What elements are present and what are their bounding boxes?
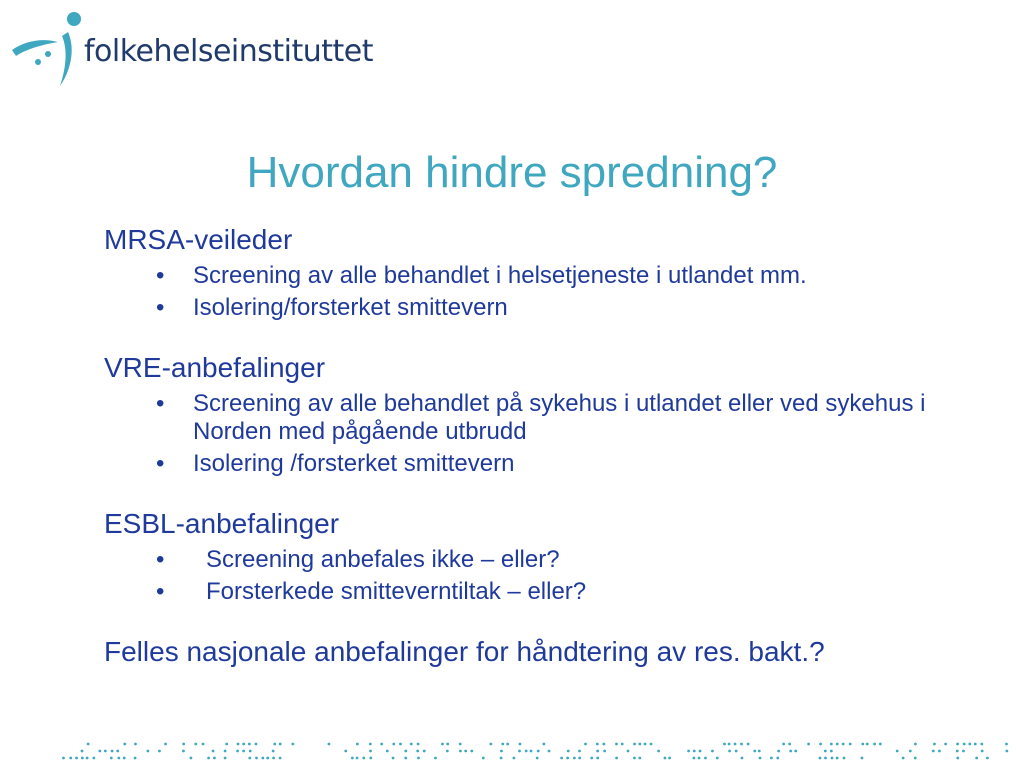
dot bbox=[399, 743, 402, 746]
list-item bbox=[104, 578, 1004, 606]
dot bbox=[627, 750, 630, 753]
dot bbox=[639, 743, 642, 746]
dot bbox=[747, 743, 750, 746]
dot bbox=[369, 757, 372, 760]
logo bbox=[8, 10, 373, 90]
dot bbox=[404, 757, 407, 760]
bullet-icon: • bbox=[156, 262, 165, 289]
dot bbox=[759, 757, 762, 760]
dot bbox=[1005, 743, 1008, 746]
dot bbox=[356, 757, 359, 760]
dot bbox=[392, 743, 395, 746]
dot bbox=[116, 750, 119, 753]
dot bbox=[986, 757, 989, 760]
dot bbox=[603, 750, 606, 753]
dot bbox=[909, 750, 912, 753]
dot bbox=[182, 750, 185, 753]
dot bbox=[86, 757, 89, 760]
dot bbox=[932, 750, 935, 753]
dot bbox=[525, 750, 528, 753]
dot bbox=[753, 750, 756, 753]
dot bbox=[699, 750, 702, 753]
dot bbox=[194, 743, 197, 746]
dot bbox=[687, 750, 690, 753]
dot bbox=[242, 750, 245, 753]
dot bbox=[190, 757, 193, 760]
dot bbox=[248, 743, 251, 746]
dot bbox=[578, 757, 581, 760]
dot bbox=[758, 750, 761, 753]
dot bbox=[518, 750, 521, 753]
dot bbox=[111, 750, 114, 753]
dot bbox=[615, 757, 618, 760]
list-item-text: Isolering /forsterket smittevern bbox=[193, 450, 515, 477]
dot bbox=[87, 743, 90, 746]
dot bbox=[664, 757, 667, 760]
dot bbox=[842, 743, 845, 746]
dot bbox=[380, 743, 383, 746]
dot bbox=[698, 757, 701, 760]
dot bbox=[896, 750, 899, 753]
dot bbox=[879, 743, 882, 746]
dot bbox=[866, 743, 869, 746]
list-item bbox=[104, 262, 1004, 290]
list-item-text: Screening av alle behandlet i helsetjeneste i utlandet mm. bbox=[193, 262, 807, 289]
dot bbox=[146, 750, 149, 753]
dot bbox=[789, 750, 792, 753]
dot bbox=[596, 757, 599, 760]
dot bbox=[980, 743, 983, 746]
dot bbox=[668, 757, 671, 760]
dot bbox=[75, 757, 78, 760]
section-heading: VRE-anbefalinger bbox=[104, 352, 326, 383]
dot bbox=[212, 750, 215, 753]
bullet-icon: • bbox=[156, 294, 165, 321]
dot bbox=[291, 743, 294, 746]
dot-pattern-footer bbox=[60, 740, 1020, 764]
dot bbox=[446, 750, 449, 753]
dot bbox=[369, 743, 372, 746]
dot bbox=[530, 750, 533, 753]
dot bbox=[770, 757, 773, 760]
dot bbox=[81, 757, 84, 760]
dot bbox=[441, 743, 444, 746]
dot bbox=[225, 743, 228, 746]
dot bbox=[446, 743, 449, 746]
dot bbox=[123, 757, 126, 760]
dot bbox=[914, 757, 917, 760]
dot bbox=[836, 743, 839, 746]
dot bbox=[633, 743, 636, 746]
dot bbox=[134, 743, 137, 746]
dot bbox=[590, 757, 593, 760]
dot bbox=[513, 757, 516, 760]
dot bbox=[944, 743, 947, 746]
dot bbox=[69, 757, 72, 760]
dot bbox=[459, 743, 462, 746]
dot bbox=[351, 757, 354, 760]
dot bbox=[692, 757, 695, 760]
bullet-list bbox=[104, 546, 1004, 606]
dot bbox=[224, 750, 227, 753]
dot bbox=[182, 743, 185, 746]
dot bbox=[836, 757, 839, 760]
dot bbox=[134, 757, 137, 760]
dot bbox=[369, 750, 372, 753]
dot bbox=[740, 743, 743, 746]
dot bbox=[596, 750, 599, 753]
bullet-icon: • bbox=[156, 578, 165, 605]
list-item bbox=[104, 450, 1004, 478]
dot bbox=[237, 743, 240, 746]
dot bbox=[873, 743, 876, 746]
dot bbox=[584, 743, 587, 746]
dot bbox=[236, 750, 239, 753]
dot bbox=[723, 743, 726, 746]
dot bbox=[328, 743, 331, 746]
dot bbox=[423, 750, 426, 753]
dot bbox=[272, 757, 275, 760]
dot bbox=[615, 743, 618, 746]
list-item-text: Screening anbefales ikke – eller? bbox=[206, 546, 560, 573]
dot bbox=[279, 757, 282, 760]
dot bbox=[914, 743, 917, 746]
dot bbox=[158, 750, 161, 753]
dot bbox=[566, 757, 569, 760]
dot bbox=[224, 757, 227, 760]
list-item bbox=[104, 390, 1004, 446]
section-vre bbox=[104, 350, 1004, 478]
logo-text: folkehelseinstituttet bbox=[84, 33, 374, 69]
dot bbox=[777, 750, 780, 753]
bullet-list bbox=[104, 390, 1004, 478]
dot bbox=[861, 743, 864, 746]
dot bbox=[830, 750, 833, 753]
dot bbox=[633, 757, 636, 760]
closing-question: Felles nasjonale anbefalinger for håndtering av res. bakt.? bbox=[104, 636, 825, 667]
dot bbox=[542, 743, 545, 746]
dot bbox=[242, 743, 245, 746]
dot bbox=[104, 750, 107, 753]
dot bbox=[500, 750, 503, 753]
dot bbox=[164, 743, 167, 746]
list-item-text: Screening av alle behandlet på sykehus i utlandet eller ved sykehus i Norden med pågående utbrudd bbox=[193, 390, 926, 445]
dot bbox=[734, 743, 737, 746]
dot bbox=[356, 743, 359, 746]
dot bbox=[819, 743, 822, 746]
dot bbox=[602, 743, 605, 746]
dot bbox=[386, 750, 389, 753]
dot bbox=[272, 750, 275, 753]
dot bbox=[794, 750, 797, 753]
dot bbox=[255, 757, 258, 760]
dot bbox=[489, 743, 492, 746]
dot bbox=[117, 757, 120, 760]
dot bbox=[62, 757, 65, 760]
logo-figure-icon bbox=[8, 10, 84, 90]
section-esbl bbox=[104, 506, 1004, 606]
dot bbox=[98, 750, 101, 753]
dot bbox=[560, 757, 563, 760]
dot bbox=[974, 743, 977, 746]
dot bbox=[459, 750, 462, 753]
dot bbox=[404, 750, 407, 753]
dot bbox=[824, 750, 827, 753]
dot bbox=[573, 757, 576, 760]
dot bbox=[596, 743, 599, 746]
dot bbox=[92, 757, 95, 760]
dot bbox=[956, 750, 959, 753]
dot bbox=[933, 743, 936, 746]
dot bbox=[392, 757, 395, 760]
dot bbox=[693, 750, 696, 753]
dot bbox=[279, 743, 282, 746]
dot bbox=[644, 743, 647, 746]
dot bbox=[735, 750, 738, 753]
dot bbox=[500, 757, 503, 760]
slide-title: Hvordan hindre spredning? bbox=[246, 148, 778, 197]
dot bbox=[728, 743, 731, 746]
dot bbox=[807, 743, 810, 746]
dot bbox=[956, 757, 959, 760]
dot bbox=[536, 757, 539, 760]
dot bbox=[519, 743, 522, 746]
dot bbox=[849, 743, 852, 746]
dot bbox=[537, 750, 540, 753]
dot bbox=[704, 757, 707, 760]
dot bbox=[902, 757, 905, 760]
list-item-text: Forsterkede smitteverntiltak – eller? bbox=[206, 578, 587, 605]
dot bbox=[464, 750, 467, 753]
dot bbox=[110, 757, 113, 760]
dot bbox=[506, 743, 509, 746]
section-mrsa bbox=[104, 222, 1004, 322]
list-item bbox=[104, 546, 1004, 574]
list-item-text: Isolering/forsterket smittevern bbox=[193, 294, 508, 321]
dot bbox=[207, 757, 210, 760]
bullet-icon: • bbox=[156, 450, 165, 477]
section-heading: MRSA-veileder bbox=[104, 224, 293, 255]
dot bbox=[981, 750, 984, 753]
dot bbox=[968, 743, 971, 746]
dot bbox=[861, 757, 864, 760]
dot bbox=[123, 743, 126, 746]
dot bbox=[962, 750, 965, 753]
dot bbox=[657, 750, 660, 753]
dot bbox=[650, 743, 653, 746]
dot bbox=[362, 757, 365, 760]
dot bbox=[819, 757, 822, 760]
dot bbox=[956, 743, 959, 746]
dot bbox=[273, 743, 276, 746]
dot bbox=[776, 757, 779, 760]
bullet-list bbox=[104, 262, 1004, 322]
dot bbox=[1005, 750, 1008, 753]
dot bbox=[824, 757, 827, 760]
dot bbox=[788, 743, 791, 746]
dot bbox=[831, 757, 834, 760]
dot bbox=[716, 757, 719, 760]
dot bbox=[417, 743, 420, 746]
dot bbox=[248, 757, 251, 760]
dot bbox=[255, 743, 258, 746]
dot bbox=[416, 750, 419, 753]
dot bbox=[782, 743, 785, 746]
dot bbox=[728, 750, 731, 753]
bullet-icon: • bbox=[156, 546, 165, 573]
section-heading: ESBL-anbefalinger bbox=[104, 508, 340, 539]
dot bbox=[501, 743, 504, 746]
dot bbox=[711, 750, 714, 753]
dot bbox=[938, 750, 941, 753]
dot bbox=[638, 757, 641, 760]
dot bbox=[81, 750, 84, 753]
dot bbox=[621, 743, 624, 746]
slide-content bbox=[104, 222, 1004, 670]
list-item bbox=[104, 294, 1004, 322]
dot bbox=[963, 743, 966, 746]
dot bbox=[741, 757, 744, 760]
bullet-icon: • bbox=[156, 390, 165, 417]
dot bbox=[843, 757, 846, 760]
dot bbox=[410, 743, 413, 746]
dot bbox=[261, 757, 264, 760]
dot bbox=[213, 757, 216, 760]
dot bbox=[548, 750, 551, 753]
dot bbox=[567, 750, 570, 753]
dot bbox=[975, 757, 978, 760]
dot bbox=[266, 757, 269, 760]
dot bbox=[249, 750, 252, 753]
dot bbox=[202, 743, 205, 746]
dot bbox=[417, 757, 420, 760]
dot bbox=[344, 750, 347, 753]
dot bbox=[578, 750, 581, 753]
dot bbox=[434, 757, 437, 760]
dot bbox=[482, 757, 485, 760]
dot bbox=[830, 743, 833, 746]
dot bbox=[470, 750, 473, 753]
